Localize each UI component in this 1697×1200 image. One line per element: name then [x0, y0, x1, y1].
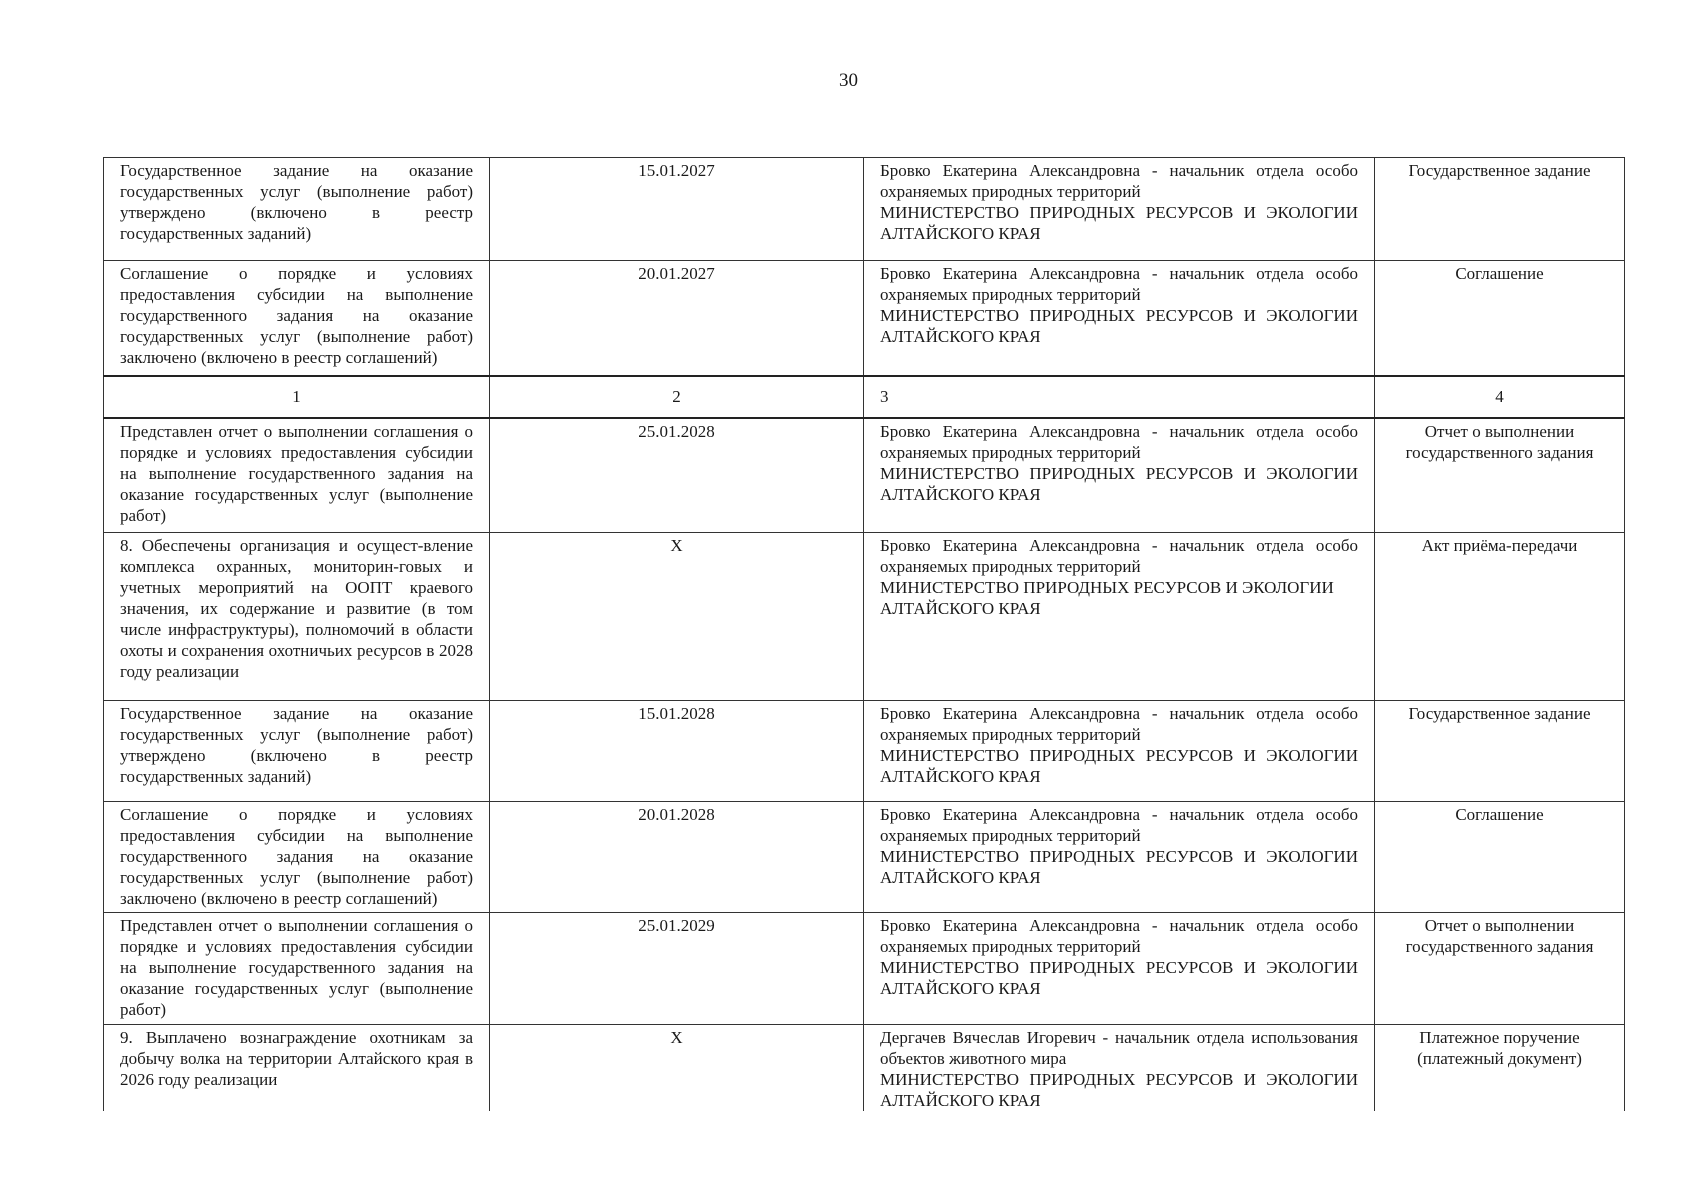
implementation-plan-table [103, 157, 1625, 1111]
table-row [104, 913, 1625, 1025]
document-cell: Отчет о выполнении государственного задания [1375, 913, 1625, 1025]
date-cell: 15.01.2027 [490, 158, 864, 261]
date-cell: 25.01.2029 [490, 913, 864, 1025]
date-cell: X [490, 1025, 864, 1112]
event-cell: Соглашение о порядке и условиях предоставления субсидии на выполнение государственного задания на оказание государственных услуг (выполнение работ) заключено (включено в реестр соглашений) [104, 802, 490, 913]
page-number: 30 [839, 70, 858, 91]
document-cell: Соглашение [1375, 802, 1625, 913]
responsible-person: Дергачев Вячеслав Игоревич - начальник отдела использования объектов животного мира [880, 1028, 1358, 1068]
responsible-cell [864, 1025, 1375, 1112]
responsible-person: Бровко Екатерина Александровна - начальник отдела особо охраняемых природных территорий [880, 805, 1358, 845]
date-cell: 15.01.2028 [490, 701, 864, 802]
column-number: 3 [864, 376, 1375, 418]
event-cell: Представлен отчет о выполнении соглашения о порядке и условиях предоставления субсидии на выполнение государственного задания на оказание государственных услуг (выполнение работ) [104, 418, 490, 533]
column-number: 4 [1375, 376, 1625, 418]
document-cell: Платежное поручение (платежный документ) [1375, 1025, 1625, 1112]
date-cell: 20.01.2027 [490, 261, 864, 376]
event-cell: 9. Выплачено вознаграждение охотникам за добычу волка на территории Алтайского края в 2026 году реализации [104, 1025, 490, 1112]
table-row [104, 1025, 1625, 1112]
responsible-org: МИНИСТЕРСТВО ПРИРОДНЫХ РЕСУРСОВ И ЭКОЛОГИИ АЛТАЙСКОГО КРАЯ [880, 847, 1358, 887]
responsible-cell [864, 261, 1375, 376]
event-cell: Соглашение о порядке и условиях предоставления субсидии на выполнение государственного задания на оказание государственных услуг (выполнение работ) заключено (включено в реестр соглашений) [104, 261, 490, 376]
responsible-cell [864, 701, 1375, 802]
responsible-person: Бровко Екатерина Александровна - начальник отдела особо охраняемых природных территорий [880, 704, 1358, 744]
date-cell: 20.01.2028 [490, 802, 864, 913]
responsible-cell [864, 802, 1375, 913]
event-cell: Государственное задание на оказание государственных услуг (выполнение работ) утверждено (включено в реестр государственных заданий) [104, 158, 490, 261]
responsible-org: МИНИСТЕРСТВО ПРИРОДНЫХ РЕСУРСОВ И ЭКОЛОГИИ АЛТАЙСКОГО КРАЯ [880, 578, 1334, 618]
document-cell: Соглашение [1375, 261, 1625, 376]
column-number-row [104, 376, 1625, 418]
responsible-cell [864, 418, 1375, 533]
event-cell: Государственное задание на оказание государственных услуг (выполнение работ) утверждено (включено в реестр государственных заданий) [104, 701, 490, 802]
date-cell: 25.01.2028 [490, 418, 864, 533]
column-number: 1 [104, 376, 490, 418]
document-cell: Государственное задание [1375, 158, 1625, 261]
responsible-person: Бровко Екатерина Александровна - начальник отдела особо охраняемых природных территорий [880, 536, 1358, 576]
event-cell: 8. Обеспечены организация и осущест-вление комплекса охранных, мониторин-говых и учетных мероприятий на ООПТ краевого значения, их содержание и развитие (в том числе инфраструктуры), полномочий в области охоты и сохранения охотничьих ресурсов в 2028 году реализации [104, 533, 490, 701]
responsible-cell [864, 913, 1375, 1025]
document-cell: Отчет о выполнении государственного задания [1375, 418, 1625, 533]
document-cell: Акт приёма-передачи [1375, 533, 1625, 701]
table-row [104, 802, 1625, 913]
date-cell: X [490, 533, 864, 701]
responsible-org: МИНИСТЕРСТВО ПРИРОДНЫХ РЕСУРСОВ И ЭКОЛОГИИ АЛТАЙСКОГО КРАЯ [880, 746, 1358, 786]
column-number: 2 [490, 376, 864, 418]
responsible-person: Бровко Екатерина Александровна - начальник отдела особо охраняемых природных территорий [880, 264, 1358, 304]
table-row [104, 533, 1625, 701]
responsible-org: МИНИСТЕРСТВО ПРИРОДНЫХ РЕСУРСОВ И ЭКОЛОГИИ АЛТАЙСКОГО КРАЯ [880, 1070, 1358, 1110]
table-row [104, 701, 1625, 802]
table-row [104, 261, 1625, 376]
responsible-person: Бровко Екатерина Александровна - начальник отдела особо охраняемых природных территорий [880, 916, 1358, 956]
responsible-org: МИНИСТЕРСТВО ПРИРОДНЫХ РЕСУРСОВ И ЭКОЛОГИИ АЛТАЙСКОГО КРАЯ [880, 203, 1358, 243]
document-cell: Государственное задание [1375, 701, 1625, 802]
responsible-cell [864, 533, 1375, 701]
responsible-person: Бровко Екатерина Александровна - начальник отдела особо охраняемых природных территорий [880, 421, 1358, 462]
responsible-org: МИНИСТЕРСТВО ПРИРОДНЫХ РЕСУРСОВ И ЭКОЛОГИИ АЛТАЙСКОГО КРАЯ [880, 306, 1358, 346]
responsible-org: МИНИСТЕРСТВО ПРИРОДНЫХ РЕСУРСОВ И ЭКОЛОГИИ АЛТАЙСКОГО КРАЯ [880, 463, 1358, 504]
responsible-person: Бровко Екатерина Александровна - начальник отдела особо охраняемых природных территорий [880, 161, 1358, 201]
responsible-cell [864, 158, 1375, 261]
table-row [104, 158, 1625, 261]
event-cell: Представлен отчет о выполнении соглашения о порядке и условиях предоставления субсидии на выполнение государственного задания на оказание государственных услуг (выполнение работ) [104, 913, 490, 1025]
responsible-org: МИНИСТЕРСТВО ПРИРОДНЫХ РЕСУРСОВ И ЭКОЛОГИИ АЛТАЙСКОГО КРАЯ [880, 958, 1358, 998]
table-row [104, 418, 1625, 533]
